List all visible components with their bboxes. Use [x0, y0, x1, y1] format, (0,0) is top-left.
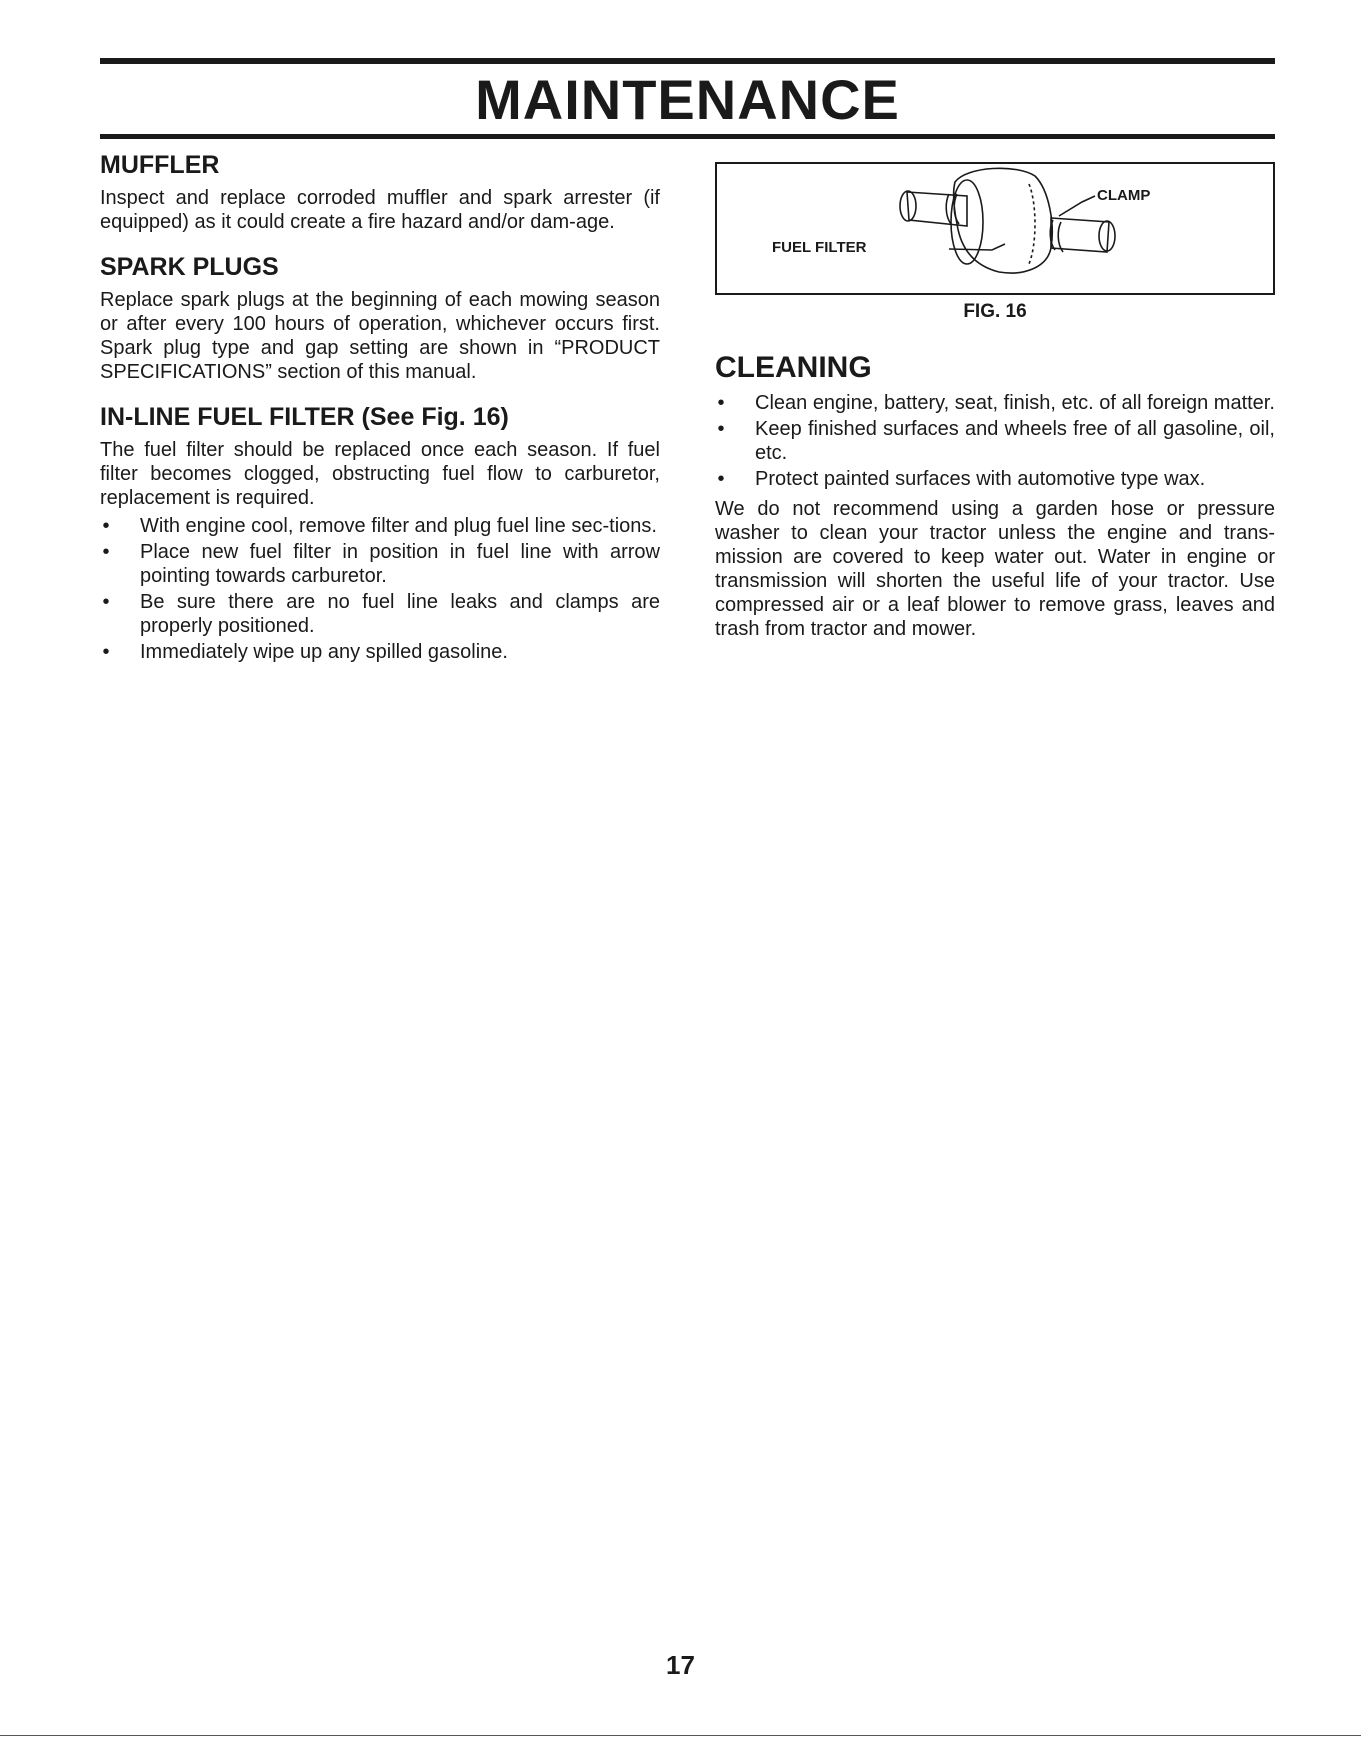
header-top-rule	[100, 58, 1275, 64]
list-item: • Immediately wipe up any spilled gasoline.	[100, 640, 660, 664]
cleaning-bullets	[715, 391, 1275, 491]
spark-plugs-section	[100, 252, 660, 384]
clamp-label: CLAMP	[1097, 187, 1151, 204]
muffler-heading: MUFFLER	[100, 151, 220, 179]
fuel-filter-text: The fuel filter should be replaced once each season. If fuel filter becomes clogged, obstructing fuel flow to carburetor, replacement is required.	[100, 439, 660, 509]
cleaning-section	[715, 351, 1275, 641]
page-number: 17	[666, 1650, 695, 1680]
fuel-filter-label: FUEL FILTER	[772, 239, 867, 256]
bullet-icon: •	[717, 392, 725, 414]
fuel-filter-section	[100, 402, 660, 664]
cleaning-text: We do not recommend using a garden hose or pressure washer to clean your tractor unless the engine and trans-mission are covered to keep water out. Water in engine or transmission will shorten the useful life of your tractor. Use compressed air or a leaf blower to remove grass, leaves and trash from tractor and mower.	[715, 498, 1275, 640]
list-item: • Keep finished surfaces and wheels free of all gasoline, oil, etc.	[715, 417, 1275, 465]
bullet-icon: •	[717, 418, 725, 440]
bullet-icon: •	[102, 515, 110, 537]
muffler-section	[100, 150, 660, 234]
filter-body	[954, 168, 1053, 273]
list-item: • Clean engine, battery, seat, finish, etc. of all foreign matter.	[715, 391, 1275, 415]
fuel-filter-heading: IN-LINE FUEL FILTER (See Fig. 16)	[100, 403, 509, 431]
fuel-filter-pointer	[949, 244, 1005, 250]
bullet-icon: •	[102, 591, 110, 613]
fuel-filter-figure	[715, 162, 1275, 295]
list-item: • Protect painted surfaces with automotive type wax.	[715, 467, 1275, 491]
page-bottom-rule	[0, 1735, 1361, 1736]
fuel-filter-illustration	[717, 164, 1273, 293]
bullet-icon: •	[102, 541, 110, 563]
page-title: MAINTENANCE	[475, 68, 900, 131]
spark-plugs-text: Replace spark plugs at the beginning of each mowing season or after every 100 hours of operation, whichever occurs first. Spark plug type and gap setting are shown in “PRODUCT SPECIFICATIONS” section of this manual.	[100, 289, 660, 383]
list-item: • Be sure there are no fuel line leaks and clamps are properly positioned.	[100, 590, 660, 638]
fuel-filter-bullets	[100, 514, 660, 664]
header-bottom-rule	[100, 134, 1275, 139]
list-item: • Place new fuel filter in position in fuel line with arrow pointing towards carburetor.	[100, 540, 660, 588]
right-column	[715, 150, 1275, 641]
muffler-text: Inspect and replace corroded muffler and spark arrester (if equipped) as it could create a fire hazard and/or dam-age.	[100, 187, 660, 233]
spark-plugs-heading: SPARK PLUGS	[100, 253, 279, 281]
bullet-icon: •	[102, 641, 110, 663]
left-column	[100, 150, 660, 666]
bullet-icon: •	[717, 468, 725, 490]
clamp-pointer	[1059, 196, 1095, 216]
cleaning-heading: CLEANING	[715, 351, 872, 384]
list-item: • With engine cool, remove filter and plug fuel line sec-tions.	[100, 514, 660, 538]
figure-caption: FIG. 16	[963, 301, 1027, 322]
